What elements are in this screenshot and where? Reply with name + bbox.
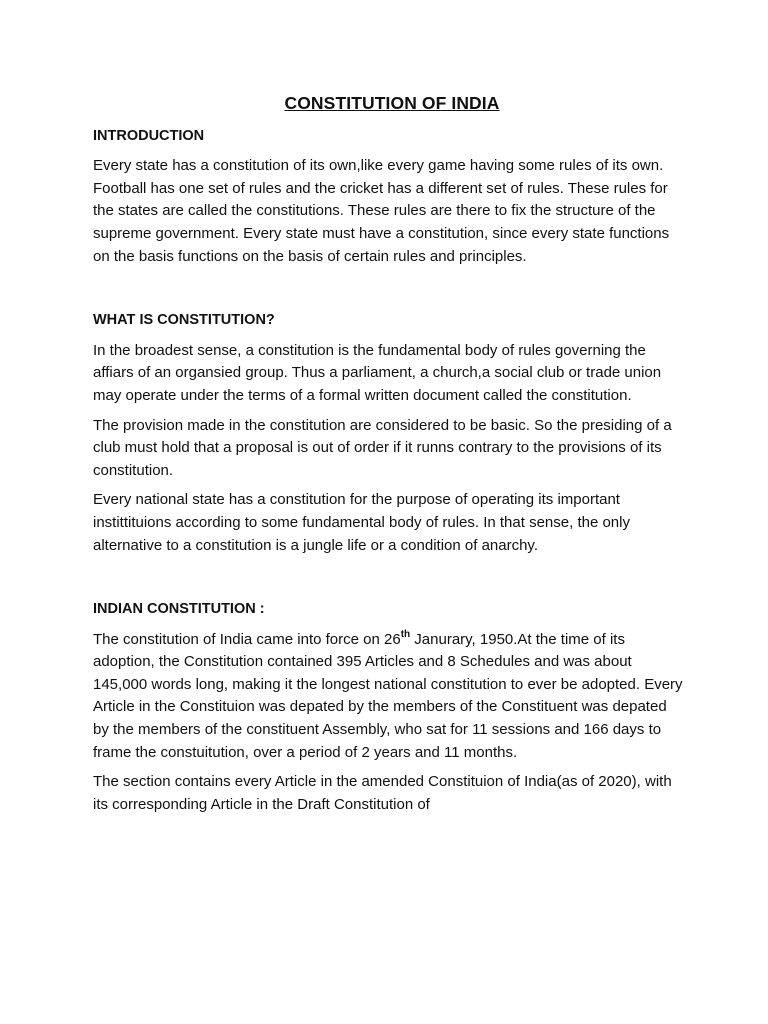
- document-title: CONSTITUTION OF INDIA: [284, 93, 500, 113]
- paragraph-national-state: Every national state has a constitution for the purpose of operating its important instittituions according to some fundamental body of rules. In that sense, the only alternative to a constitution is a jungle life or a condition of anarchy.: [93, 491, 630, 554]
- text-segment: Janurary, 1950.At the time of its adoption, the Constitution contained 395 Articles and 8 Schedules and was about 145,000 words long, making it the longest national constitution to ever be adopted. Every Article in the Constituion was depated by the members of the Constituent was depated by the members of the constituent Assembly, who sat for 11 sessions and 166 days to frame the constuitution, over a period of 2 years and 11 months.: [93, 630, 683, 761]
- heading-introduction: INTRODUCTION: [93, 127, 205, 144]
- section-gap: [93, 564, 683, 598]
- paragraph-broadest-sense: In the broadest sense, a constitution is the fundamental body of rules governing the affiars of an organsied group. Thus a parliament, a church,a social club or trade union may operate under the terms of a formal written document called the constitution.: [93, 341, 662, 404]
- paragraph-introduction: Every state has a constitution of its own,like every game having some rules of its own. Football has one set of rules and the cricket has a different set of rules. These rules for the states are called the constitutions. These rules are there to fix the structure of the supreme government. Every state must have a constitution, since every state functions on the basis functions on the basis of certain rules and principles.: [93, 157, 670, 265]
- section-gap: [93, 275, 683, 309]
- heading-indian-constitution: INDIAN CONSTITUTION :: [93, 601, 265, 618]
- text-segment: The constitution of India came into force on 26: [93, 630, 401, 648]
- paragraph-section-contains: The section contains every Article in the amended Constituion of India(as of 2020), with its corresponding Article in the Draft Constitution of: [93, 773, 672, 813]
- document-page: [93, 92, 683, 823]
- heading-what-is-constitution: WHAT IS CONSTITUTION?: [93, 312, 275, 329]
- superscript-ordinal: th: [400, 628, 411, 640]
- paragraph-provision: The provision made in the constitution are considered to be basic. So the presiding of a club must hold that a proposal is out of order if it runns contrary to the provisions of its constitution.: [93, 416, 672, 479]
- paragraph-came-into-force: [93, 629, 683, 765]
